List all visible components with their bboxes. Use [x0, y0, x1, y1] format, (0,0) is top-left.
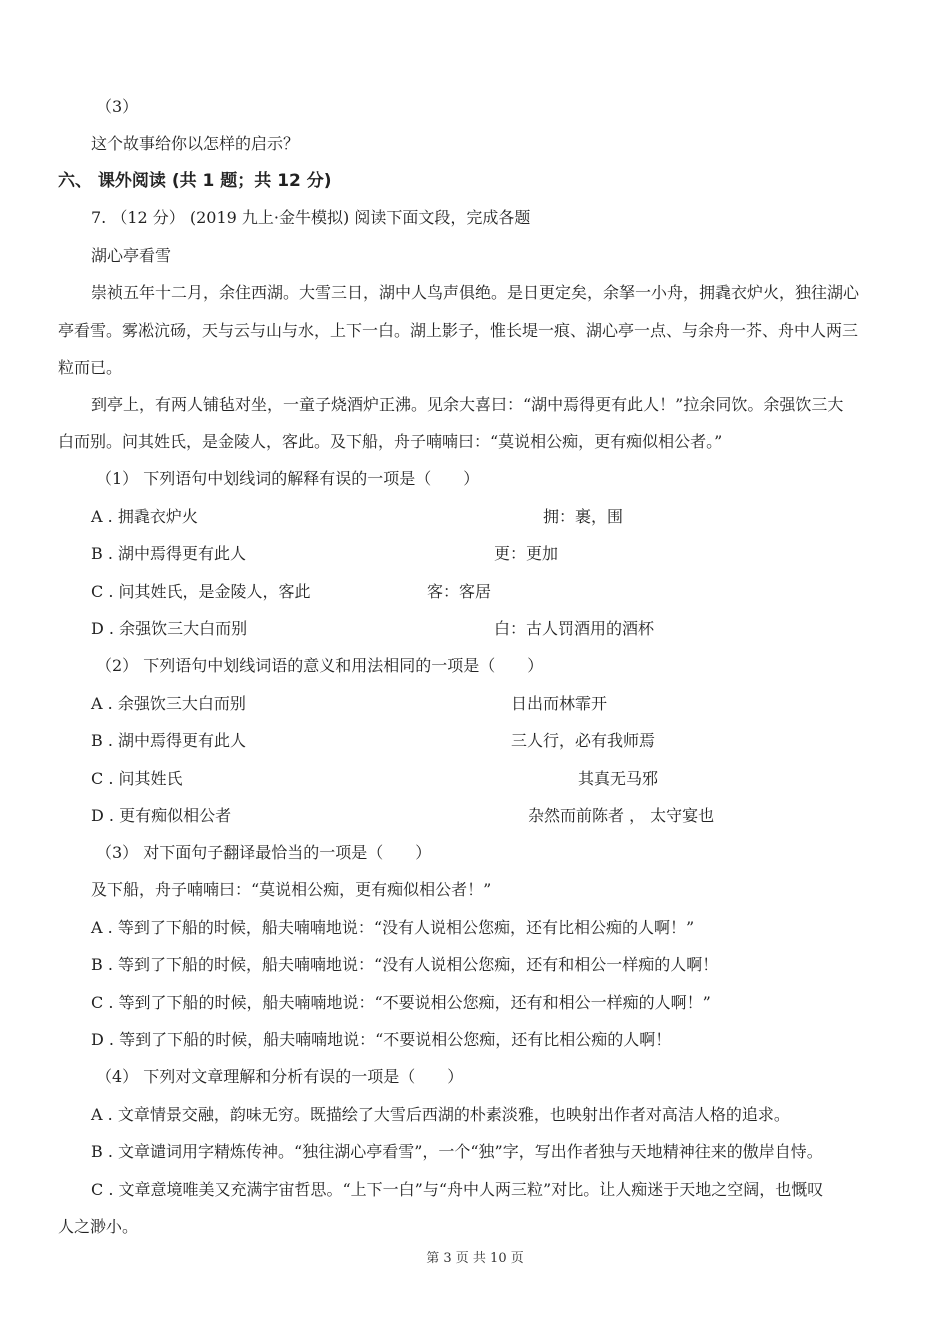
sub4-prompt: （4） 下列对文章理解和分析有误的一项是（ ） — [96, 1067, 464, 1086]
sub1-option-a-gloss: 拥：裹，围 — [543, 507, 624, 526]
passage-line: 粒而已。 — [58, 358, 123, 377]
sub1-option-b[interactable]: B . 湖中焉得更有此人 — [91, 544, 247, 563]
passage-line: 亭看雪。雾凇沆砀，天与云与山与水，上下一白。湖上影子，惟长堤一痕、湖心亭一点、与余舟一芥、舟中人两三 — [58, 321, 859, 340]
sub1-prompt: （1） 下列语句中划线词的解释有误的一项是（ ） — [96, 469, 480, 488]
sub2-prompt: （2） 下列语句中划线词语的意义和用法相同的一项是（ ） — [96, 656, 544, 675]
section-heading: 六、 课外阅读 (共 1 题；共 12 分) — [58, 171, 332, 191]
sub-question-label: （3） — [96, 97, 139, 116]
sub3-sentence: 及下船，舟子喃喃曰：“莫说相公痴，更有痴似相公者！” — [91, 880, 492, 899]
sub1-option-c[interactable]: C . 问其姓氏，是金陵人，客此 — [91, 582, 311, 601]
sub2-option-c[interactable]: C . 问其姓氏 — [91, 769, 183, 788]
sub3-option-a[interactable]: A . 等到了下船的时候，船夫喃喃地说：“没有人说相公您痴，还有比相公痴的人啊！” — [91, 918, 695, 937]
sub4-option-a[interactable]: A . 文章情景交融，韵味无穷。既描绘了大雪后西湖的朴素淡雅，也映射出作者对高洁人格的追求。 — [91, 1105, 790, 1124]
passage-title: 湖心亭看雪 — [91, 246, 172, 265]
question-header: 7. （12 分） (2019 九上·金牛模拟) 阅读下面文段，完成各题 — [91, 208, 531, 227]
sub3-prompt: （3） 对下面句子翻译最恰当的一项是（ ） — [96, 843, 432, 862]
sub2-option-d-compare: 杂然而前陈者 ， 太守宴也 — [528, 806, 715, 825]
sub2-option-d[interactable]: D . 更有痴似相公者 — [91, 806, 232, 825]
passage-line: 崇祯五年十二月，余住西湖。大雪三日，湖中人鸟声俱绝。是日更定矣，余拏一小舟，拥毳衣炉火，独往湖心 — [91, 283, 860, 302]
sub3-option-b[interactable]: B . 等到了下船的时候，船夫喃喃地说：“没有人说相公您痴，还有和相公一样痴的人啊！ — [91, 955, 719, 974]
sub1-option-d-gloss: 白：古人罚酒用的酒杯 — [494, 619, 655, 638]
question-text: 这个故事给你以怎样的启示？ — [91, 134, 300, 153]
sub4-option-c-continued: 人之渺小。 — [58, 1217, 139, 1236]
sub1-option-d[interactable]: D . 余强饮三大白而别 — [91, 619, 248, 638]
sub1-option-c-gloss: 客：客居 — [427, 582, 492, 601]
sub2-option-a-compare: 日出而林霏开 — [511, 694, 608, 713]
sub1-option-b-gloss: 更：更加 — [494, 544, 559, 563]
sub3-option-c[interactable]: C . 等到了下船的时候，船夫喃喃地说：“不要说相公您痴，还有和相公一样痴的人啊！” — [91, 993, 711, 1012]
sub1-option-a[interactable]: A . 拥毳衣炉火 — [91, 507, 198, 526]
page-footer: 第 3 页 共 10 页 — [426, 1251, 524, 1266]
sub2-option-b-compare: 三人行，必有我师焉 — [511, 731, 656, 750]
sub3-option-d[interactable]: D . 等到了下船的时候，船夫喃喃地说：“不要说相公您痴，还有比相公痴的人啊！ — [91, 1030, 672, 1049]
sub4-option-b[interactable]: B . 文章谴词用字精炼传神。“独往湖心亭看雪”，一个“独”字，写出作者独与天地精神往来的傲岸自恃。 — [91, 1142, 823, 1161]
sub2-option-a[interactable]: A . 余强饮三大白而别 — [91, 694, 246, 713]
sub4-option-c[interactable]: C . 文章意境唯美又充满宇宙哲思。“上下一白”与“舟中人两三粒”对比。让人痴迷于天地之空阔，也慨叹 — [91, 1180, 824, 1199]
passage-line: 到亭上，有两人铺毡对坐，一童子烧酒炉正沸。见余大喜曰：“湖中焉得更有此人！”拉余同饮。余强饮三大 — [91, 395, 844, 414]
sub2-option-b[interactable]: B . 湖中焉得更有此人 — [91, 731, 247, 750]
passage-line: 白而别。问其姓氏，是金陵人，客此。及下船，舟子喃喃曰：“莫说相公痴，更有痴似相公者。” — [58, 432, 723, 451]
sub2-option-c-compare: 其真无马邪 — [578, 769, 659, 788]
